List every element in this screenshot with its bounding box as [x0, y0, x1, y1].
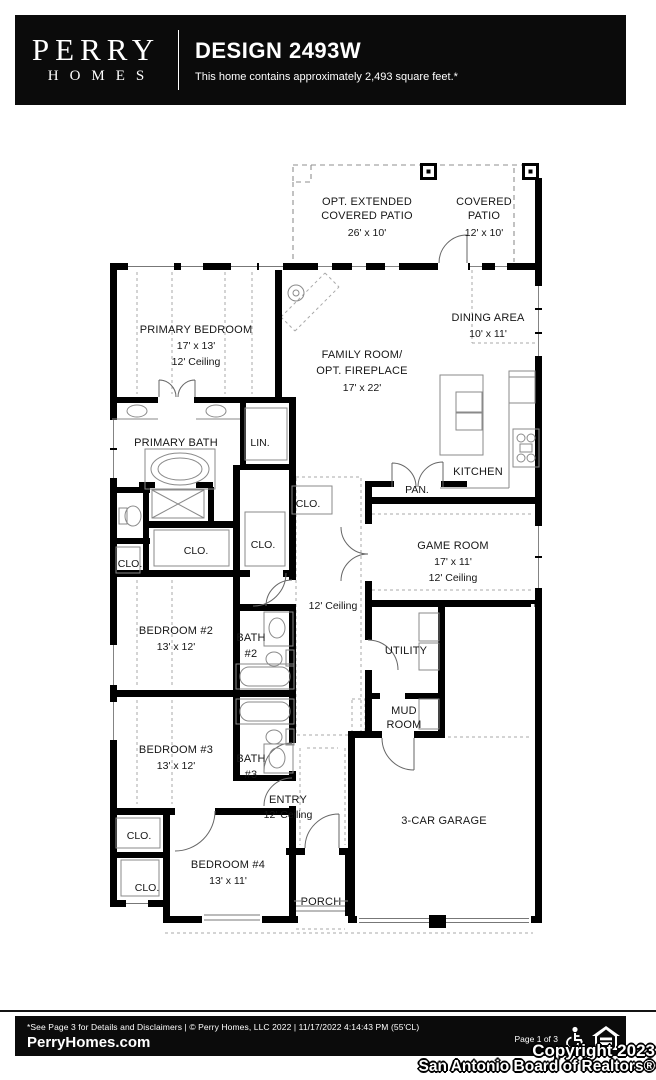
- utility-fixtures: [419, 613, 439, 729]
- label-clo-left: CLO.: [117, 558, 143, 570]
- header-divider: [178, 30, 179, 90]
- label-bedroom3: BEDROOM #3: [138, 744, 214, 756]
- label-pantry: PAN.: [405, 484, 429, 496]
- label-porch: PORCH: [300, 896, 342, 908]
- label-dining: DINING AREA: [451, 312, 525, 324]
- label-family-room-dims: 17' x 22': [342, 382, 382, 394]
- label-bath3: BATH: [236, 753, 266, 765]
- logo-homes: HOMES: [47, 68, 156, 84]
- footer-divider: [0, 1010, 656, 1012]
- label-hall-ceiling: 12' Ceiling: [308, 600, 358, 612]
- label-clo-right: CLO.: [250, 539, 276, 551]
- copyright-line2: San Antonio Board of Realtors®: [418, 1058, 655, 1075]
- label-covered-patio: COVERED: [456, 196, 512, 208]
- label-mud-room: MUD: [391, 705, 417, 717]
- label-kitchen: KITCHEN: [453, 466, 503, 478]
- label-opt-patio-2: COVERED PATIO: [321, 210, 413, 222]
- label-covered-patio-dims: 12' x 10': [464, 227, 504, 239]
- garage-wall-gap: [531, 604, 535, 916]
- copyright-overlay: [419, 1043, 655, 1075]
- design-title: DESIGN 2493W: [195, 37, 362, 63]
- label-bedroom3-dims: 13' x 12': [156, 760, 196, 772]
- perry-homes-logo: [30, 32, 162, 85]
- label-mud-room-2: ROOM: [386, 719, 422, 731]
- label-bath2-2: #2: [244, 648, 258, 660]
- label-game-room-dims: 17' x 11': [434, 556, 472, 568]
- label-primary-bath: PRIMARY BATH: [134, 437, 218, 449]
- label-clo-hall: CLO.: [295, 498, 321, 510]
- label-bath2: BATH: [236, 632, 266, 644]
- header-bar: [15, 15, 626, 105]
- disclaimer-text: *See Page 3 for Details and Disclaimers | © Perry Homes, LLC 2022 | 11/17/2022 4:14:43 PM (55'CL): [27, 1022, 420, 1032]
- label-primary-bedroom: PRIMARY BEDROOM: [139, 324, 253, 336]
- logo-perry: PERRY: [31, 32, 161, 67]
- label-opt-patio-dims: 26' x 10': [347, 227, 387, 239]
- floor-plan: [0, 110, 656, 1010]
- label-bath3-2: #3: [244, 769, 258, 781]
- label-entry: ENTRY: [268, 794, 308, 806]
- design-subtitle: This home contains approximately 2,493 square feet.*: [195, 70, 458, 83]
- room-labels: [118, 196, 525, 908]
- label-family-room-2: OPT. FIREPLACE: [316, 365, 408, 377]
- label-game-room-ceiling: 12' Ceiling: [428, 572, 478, 584]
- label-family-room: FAMILY ROOM/: [321, 349, 403, 361]
- label-clo-bedroom4b: CLO.: [134, 882, 160, 894]
- primary-bath-fixtures: [112, 405, 240, 526]
- label-opt-patio: OPT. EXTENDED: [321, 196, 413, 208]
- label-garage: 3-CAR GARAGE: [401, 815, 487, 827]
- label-primary-bedroom-dims: 17' x 13': [176, 340, 216, 352]
- label-dining-dims: 10' x 11': [469, 328, 507, 340]
- label-entry-ceiling: 12' Ceiling: [263, 809, 313, 821]
- label-bedroom2: BEDROOM #2: [138, 625, 214, 637]
- label-covered-patio-2: PATIO: [467, 210, 501, 222]
- copyright-line1: Copyright 2023: [532, 1041, 655, 1060]
- label-linen: LIN.: [250, 437, 270, 449]
- label-bedroom4-dims: 13' x 11': [209, 875, 247, 887]
- label-clo-bedroom4a: CLO.: [126, 830, 152, 842]
- label-utility: UTILITY: [384, 645, 428, 657]
- label-game-room: GAME ROOM: [417, 540, 489, 552]
- title-block: [195, 38, 458, 83]
- label-bedroom4: BEDROOM #4: [190, 859, 266, 871]
- fireplace-optional: [281, 273, 339, 331]
- label-clo-center: CLO.: [183, 545, 209, 557]
- website-text: PerryHomes.com: [27, 1034, 151, 1051]
- label-primary-bedroom-ceiling: 12' Ceiling: [171, 356, 221, 368]
- label-bedroom2-dims: 13' x 12': [156, 641, 196, 653]
- page-indicator: Page 1 of 3: [514, 1034, 558, 1044]
- floor-plan-svg: [0, 110, 656, 1010]
